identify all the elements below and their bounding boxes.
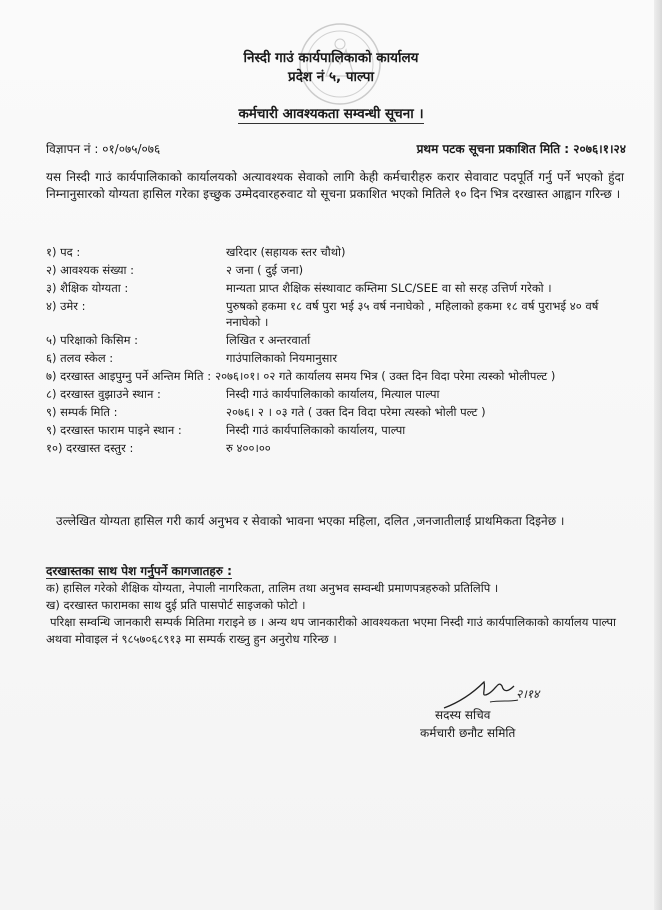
detail-value: २०७६। २ । ०३ गते ( उक्त दिन विदा परेमा त्यस्को भोली पल्ट )	[226, 404, 486, 419]
documents-heading	[46, 562, 232, 579]
detail-value: २ जना ( दुई जना)	[226, 263, 304, 277]
signatory-title: सदस्य सचिव	[435, 708, 491, 722]
detail-row	[46, 299, 626, 330]
office-location: प्रदेश नं ५, पाल्पा	[288, 69, 374, 85]
contact-note: परिक्षा सम्वन्धि जानकारी सम्पर्क मितिमा गराइने छ । अन्य थप जानकारीको आवश्यकता भएमा निस्दी गाउं कार्यपालिकाको कार्यालय पाल्पा अथवा मोवाइल नं ९८५७०६८९१३ मा सम्पर्क राख्नु हुन अनुरोध गरिन्छ ।	[46, 615, 616, 646]
detail-row	[46, 369, 626, 385]
detail-value: लिखित र अन्तरवार्ता	[226, 332, 311, 347]
details-list	[46, 245, 626, 459]
detail-label: ३) शैक्षिक योग्यता :	[46, 281, 129, 295]
detail-value: रु ४००।००	[226, 440, 271, 455]
office-name: निस्दी गाउं कार्यपालिकाको कार्यालय	[243, 50, 419, 66]
detail-label: ४) उमेर :	[46, 299, 86, 313]
signature-date-scribble: २।१४	[516, 687, 540, 701]
detail-value: पुरुषको हकमा १८ वर्ष पुरा भई ३५ वर्ष ननाघेको , महिलाको हकमा १८ वर्ष पुराभई ४० वर्ष ननाघेको ।	[226, 299, 599, 329]
detail-row	[46, 441, 626, 457]
detail-label: २) आवश्यक संख्या :	[46, 263, 134, 277]
detail-value: निस्दी गाउं कार्यपालिकाको कार्यालय, मित्याल पाल्पा	[226, 386, 440, 401]
detail-row	[46, 351, 626, 367]
detail-value: मान्यता प्राप्त शैक्षिक संस्थावाट कम्तिमा SLC/SEE वा सो सरह उत्तिर्ण गरेको ।	[226, 281, 552, 295]
detail-row	[46, 387, 626, 403]
document-item: क) हासिल गरेको शैक्षिक योग्यता, नेपाली नागरिकता, तालिम तथा अनुभव सम्वन्धी प्रमाणपत्रहरुको प्रतिलिपि ।	[46, 581, 499, 595]
detail-row	[46, 263, 626, 279]
detail-row	[46, 333, 626, 349]
notice-subject	[0, 104, 662, 122]
detail-label: ७) दरखास्त आइपुग्नु पर्ने अन्तिम मिति :	[46, 368, 212, 383]
intro-paragraph: यस निस्दी गाउं कार्यपालिकाको कार्यालयको अत्यावश्यक सेवाको लागि केही कर्मचारीहरु करार सेवावाट पदपूर्ति गर्नु पर्ने भएको हुंदा निम्नानुसारको योग्यता हासिल गरेका इच्छुक उम्मेदवारहरुवाट यो सूचना प्रकाशित भएको मितिले १० दिन भित्र दरखास्त आह्वान गरिन्छ ।	[46, 170, 624, 201]
detail-row	[46, 245, 626, 261]
detail-value: खरिदार (सहायक स्तर चौथो)	[226, 245, 346, 259]
detail-value: गाउंपालिकाको नियमानुसार	[226, 350, 338, 365]
publication-date: प्रथम पटक सूचना प्रकाशित मिति : २०७६।१।२४	[416, 142, 626, 156]
detail-row	[46, 405, 626, 421]
document-item: ख) दरखास्त फारामका साथ दुई प्रति पासपोर्ट साइजको फोटो ।	[46, 598, 306, 612]
detail-value: २०७६।०१। ०२ गते कार्यालय समय भित्र ( उक्त दिन विदा परेमा त्यस्को भोलीपल्ट )	[215, 368, 556, 383]
detail-row	[46, 423, 626, 439]
detail-value: निस्दी गाउं कार्यपालिकाको कार्यालय, पाल्पा	[226, 422, 406, 437]
detail-label: ६) तलव स्केल :	[46, 350, 114, 365]
detail-label: १) पद :	[46, 245, 81, 259]
detail-row	[46, 281, 626, 297]
page-edge	[654, 0, 662, 910]
priority-paragraph: उल्लेखित योग्यता हासिल गरी कार्य अनुभव र सेवाको भावना भएका महिला, दलित ,जनजातीलाई प्राथमिकता दिइनेछ ।	[56, 514, 565, 528]
detail-label: ८) दरखास्त वुझाउने स्थान :	[46, 386, 161, 401]
detail-label: १०) दरखास्त दस्तुर :	[46, 440, 134, 455]
documents-heading-text: दरखास्तका साथ पेश गर्नुपर्ने कागजातहरु :	[46, 564, 232, 578]
notice-subject-text: कर्मचारी आवश्यकता सम्वन्धी सूचना ।	[238, 106, 424, 122]
notice-number: विज्ञापन नं : ०१/०७५/०७६	[46, 142, 161, 156]
detail-label: ५) परिक्षाको किसिम :	[46, 332, 138, 347]
detail-label: ९) दरखास्त फाराम पाइने स्थान :	[46, 422, 182, 437]
committee-name: कर्मचारी छनौट समिति	[420, 726, 516, 740]
detail-label: ९) सम्पर्क मिति :	[46, 404, 118, 419]
documents-list	[46, 580, 626, 648]
